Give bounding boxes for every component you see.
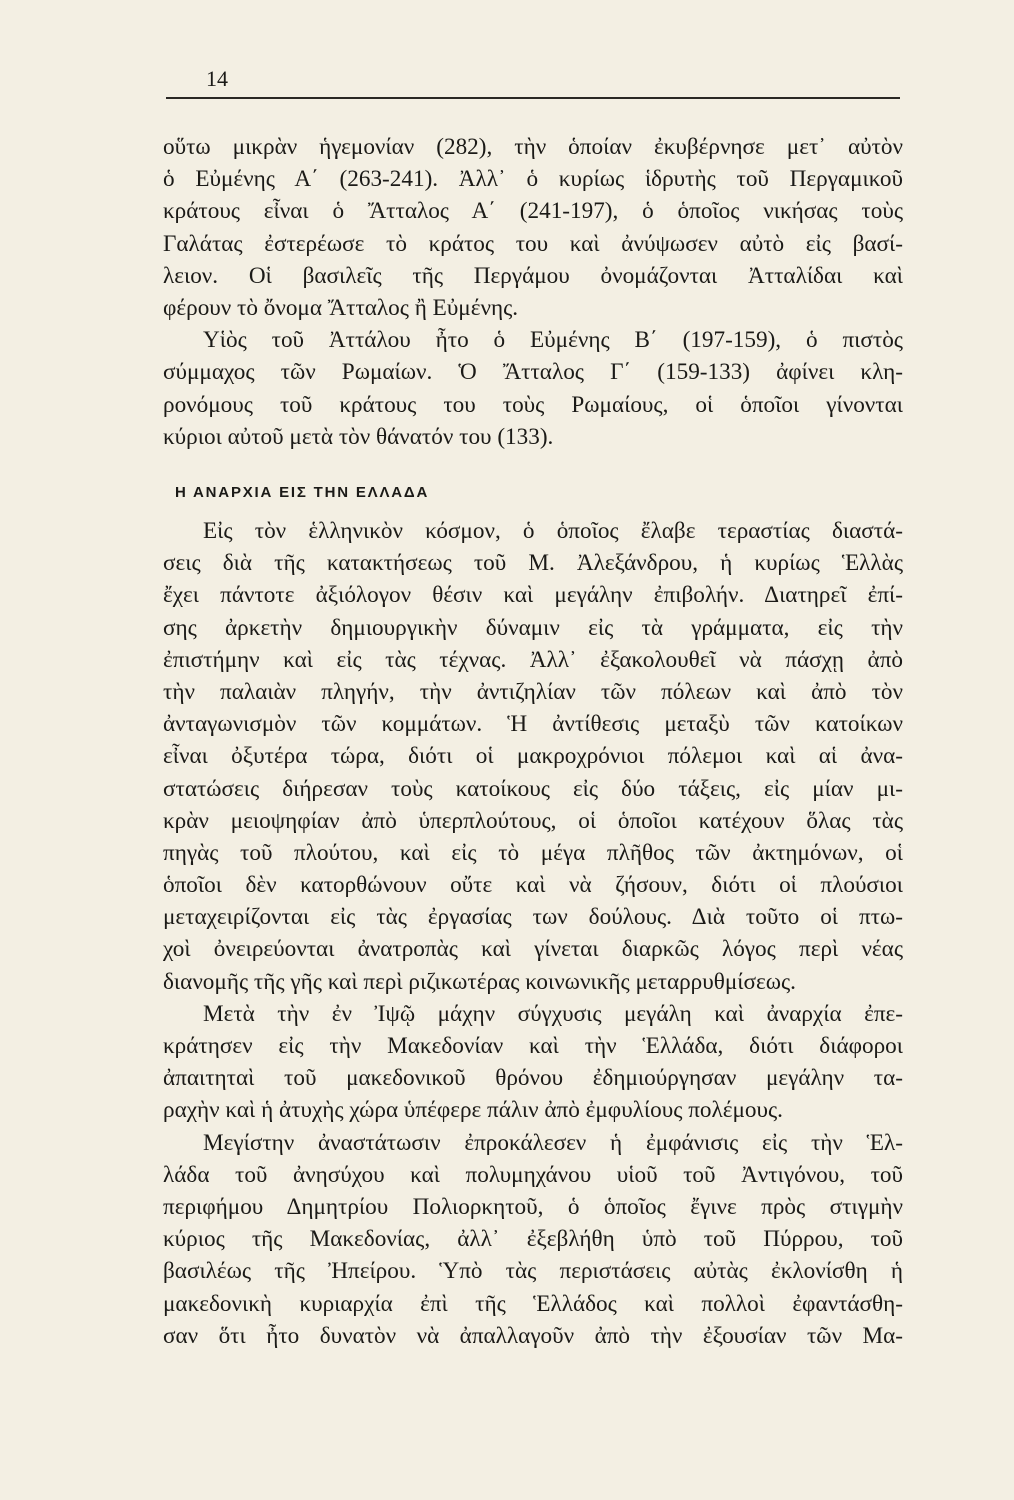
text-line: πηγὰς τοῦ πλούτου, καὶ εἰς τὸ μέγα πλῆθος τῶν ἀκτημόνων, οἱ [163, 839, 903, 866]
text-line: ἐπιστήμην καὶ εἰς τὰς τέχνας. Ἀλλ᾽ ἐξακολουθεῖ νὰ πάσχῃ ἀπὸ [163, 646, 903, 673]
text-line: σύμμαχος τῶν Ρωμαίων. Ὁ Ἄτταλος Γ΄ (159-133) ἀφίνει κλη- [163, 359, 903, 386]
text-line: κύριος τῆς Μακεδονίας, ἀλλ᾽ ἐξεβλήθη ὑπὸ τοῦ Πύρρου, τοῦ [163, 1226, 903, 1253]
text-line: ραχὴν καὶ ἡ ἀτυχὴς χώρα ὑπέφερε πάλιν ἀπὸ ἐμφυλίους πολέμους. [163, 1097, 783, 1124]
text-line: ἀπαιτηταὶ τοῦ μακεδονικοῦ θρόνου ἐδημιούργησαν μεγάλην τα- [163, 1065, 903, 1092]
text-line: μακεδονικὴ κυριαρχία ἐπὶ τῆς Ἑλλάδος καὶ πολλοὶ ἐφαντάσθη- [163, 1290, 903, 1317]
section-heading: Η ΑΝΑΡΧΙΑ ΕΙΣ ΤΗΝ ΕΛΛΑΔΑ [175, 484, 430, 501]
header-rule [166, 97, 900, 99]
text-line: οὕτω μικρὰν ἡγεμονίαν (282), τὴν ὁποίαν ἐκυβέρνησε μετ᾽ αὐτὸν [163, 134, 903, 160]
text-line: Μετὰ τὴν ἐν Ἰψῷ μάχην σύγχυσις μεγάλη καὶ ἀναρχία ἐπε- [203, 1000, 903, 1027]
paragraph [163, 515, 903, 998]
text-line: τὴν παλαιὰν πληγήν, τὴν ἀντιζηλίαν τῶν πόλεων καὶ ἀπὸ τὸν [163, 678, 903, 705]
text-line: φέρουν τὸ ὄνομα Ἄτταλος ἢ Εὐμένης. [163, 294, 519, 321]
text-line: κράτησεν εἰς τὴν Μακεδονίαν καὶ τὴν Ἑλλάδα, διότι διάφοροι [163, 1033, 903, 1059]
text-line: εἶναι ὀξυτέρα τώρα, διότι οἱ μακροχρόνιοι πόλεμοι καὶ αἱ ἀνα- [163, 743, 903, 770]
text-line: ἔχει πάντοτε ἀξιόλογον θέσιν καὶ μεγάλην ἐπιβολήν. Διατηρεῖ ἐπί- [163, 582, 903, 609]
text-line: κράτους εἶναι ὁ Ἄτταλος Α΄ (241-197), ὁ ὁποῖος νικήσας τοὺς [163, 198, 903, 225]
text-line: λάδα τοῦ ἀνησύχου καὶ πολυμηχάνου υἱοῦ τοῦ Ἀντιγόνου, τοῦ [163, 1161, 903, 1188]
text-line: χοὶ ὀνειρεύονται ἀνατροπὰς καὶ γίνεται διαρκῶς λόγος περὶ νέας [163, 936, 903, 963]
text-line: περιφήμου Δημητρίου Πολιορκητοῦ, ὁ ὁποῖος ἔγινε πρὸς στιγμὴν [163, 1193, 903, 1220]
text-line: κύριοι αὐτοῦ μετὰ τὸν θάνατόν του (133). [163, 423, 554, 450]
text-line: Υἱὸς τοῦ Ἀττάλου ἦτο ὁ Εὐμένης Β΄ (197-159), ὁ πιστὸς [203, 327, 903, 354]
text-line: λειον. Οἱ βασιλεῖς τῆς Περγάμου ὀνομάζονται Ἀτταλίδαι καὶ [163, 262, 903, 289]
text-line: βασιλέως τῆς Ἠπείρου. Ὑπὸ τὰς περιστάσεις αὐτὰς ἐκλονίσθη ἡ [163, 1258, 903, 1285]
text-line: σεις διὰ τῆς κατακτήσεως τοῦ Μ. Ἀλεξάνδρου, ἡ κυρίως Ἑλλὰς [163, 550, 903, 577]
text-line: μεταχειρίζονται εἰς τὰς ἐργασίας των δούλους. Διὰ τοῦτο οἱ πτω- [163, 904, 903, 931]
paragraph [163, 324, 903, 453]
text-line: στατώσεις διήρεσαν τοὺς κατοίκους εἰς δύο τάξεις, εἰς μίαν μι- [163, 775, 903, 802]
paragraph [163, 1127, 903, 1352]
text-line: Εἰς τὸν ἑλληνικὸν κόσμον, ὁ ὁποῖος ἔλαβε τεραστίας διαστά- [203, 518, 903, 544]
text-line: κρὰν μειοψηφίαν ἀπὸ ὑπερπλούτους, οἱ ὁποῖοι κατέχουν ὅλας τὰς [163, 807, 903, 834]
text-line: ἀνταγωνισμὸν τῶν κομμάτων. Ἡ ἀντίθεσις μεταξὺ τῶν κατοίκων [163, 711, 903, 738]
text-line: σης ἀρκετὴν δημιουργικὴν δύναμιν εἰς τὰ γράμματα, εἰς τὴν [163, 614, 903, 641]
text-line: σαν ὅτι ἦτο δυνατὸν νὰ ἀπαλλαγοῦν ἀπὸ τὴν ἐξουσίαν τῶν Μα- [163, 1322, 903, 1349]
text-block-top [163, 131, 903, 453]
paragraph [163, 998, 903, 1127]
page-number: 14 [206, 66, 228, 91]
text-line: Μεγίστην ἀναστάτωσιν ἐπροκάλεσεν ἡ ἐμφάνισις εἰς τὴν Ἑλ- [203, 1129, 903, 1156]
paragraph [163, 131, 903, 324]
text-line: διανομῆς τῆς γῆς καὶ περὶ ριζικωτέρας κοινωνικῆς μεταρρυθμίσεως. [163, 968, 796, 995]
text-block-bottom [163, 515, 903, 1352]
text-line: ὁποῖοι δὲν κατορθώνουν οὔτε καὶ νὰ ζήσουν, διότι οἱ πλούσιοι [163, 872, 903, 899]
text-line: Γαλάτας ἐστερέωσε τὸ κράτος του καὶ ἀνύψωσεν αὐτὸ εἰς βασί- [163, 230, 903, 257]
text-line: ρονόμους τοῦ κράτους του τοὺς Ρωμαίους, οἱ ὁποῖοι γίνονται [163, 391, 903, 418]
text-line: ὁ Εὐμένης Α΄ (263-241). Ἀλλ᾽ ὁ κυρίως ἱδρυτὴς τοῦ Περγαμικοῦ [163, 166, 903, 193]
